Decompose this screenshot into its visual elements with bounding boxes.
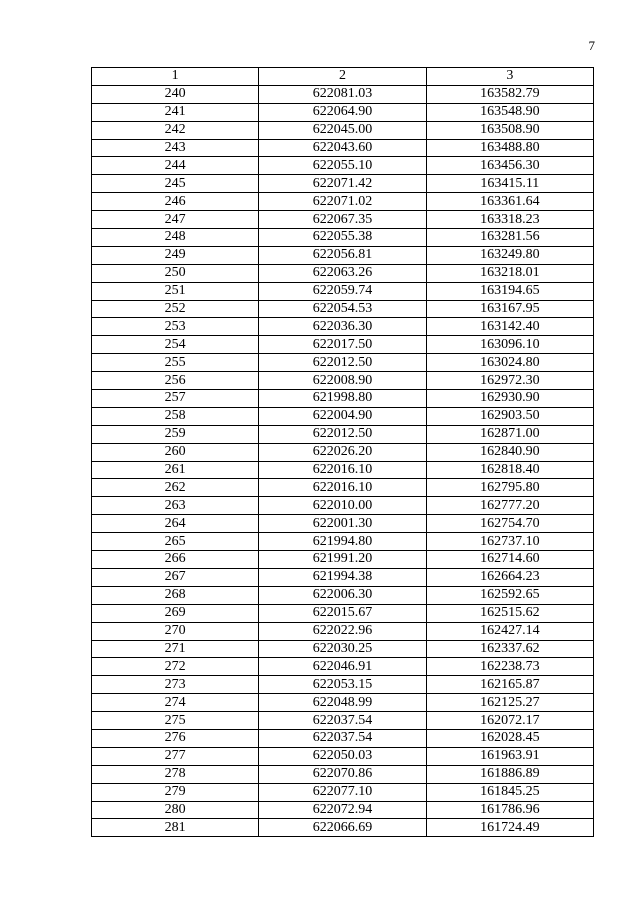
point-number-cell: 255 bbox=[92, 354, 259, 372]
table-row bbox=[92, 568, 594, 586]
x-coordinate-cell: 622055.38 bbox=[259, 229, 426, 247]
table-row bbox=[92, 729, 594, 747]
point-number-cell: 251 bbox=[92, 282, 259, 300]
table-row bbox=[92, 622, 594, 640]
header-cell-col2: 2 bbox=[259, 68, 426, 86]
y-coordinate-cell: 163142.40 bbox=[426, 318, 593, 336]
x-coordinate-cell: 622054.53 bbox=[259, 300, 426, 318]
y-coordinate-cell: 162664.23 bbox=[426, 568, 593, 586]
y-coordinate-cell: 162337.62 bbox=[426, 640, 593, 658]
x-coordinate-cell: 622036.30 bbox=[259, 318, 426, 336]
point-number-cell: 276 bbox=[92, 729, 259, 747]
point-number-cell: 257 bbox=[92, 390, 259, 408]
table-row bbox=[92, 246, 594, 264]
point-number-cell: 274 bbox=[92, 694, 259, 712]
x-coordinate-cell: 622070.86 bbox=[259, 765, 426, 783]
x-coordinate-cell: 622063.26 bbox=[259, 264, 426, 282]
x-coordinate-cell: 622016.10 bbox=[259, 461, 426, 479]
header-cell-col1: 1 bbox=[92, 68, 259, 86]
table-row bbox=[92, 175, 594, 193]
y-coordinate-cell: 161786.96 bbox=[426, 801, 593, 819]
table-row bbox=[92, 551, 594, 569]
y-coordinate-cell: 163281.56 bbox=[426, 229, 593, 247]
y-coordinate-cell: 162754.70 bbox=[426, 515, 593, 533]
point-number-cell: 269 bbox=[92, 604, 259, 622]
point-number-cell: 252 bbox=[92, 300, 259, 318]
table-row bbox=[92, 425, 594, 443]
point-number-cell: 261 bbox=[92, 461, 259, 479]
table-row bbox=[92, 336, 594, 354]
y-coordinate-cell: 161845.25 bbox=[426, 783, 593, 801]
x-coordinate-cell: 621994.80 bbox=[259, 533, 426, 551]
point-number-cell: 265 bbox=[92, 533, 259, 551]
x-coordinate-cell: 622045.00 bbox=[259, 121, 426, 139]
point-number-cell: 266 bbox=[92, 551, 259, 569]
header-row bbox=[92, 68, 594, 86]
point-number-cell: 260 bbox=[92, 443, 259, 461]
table-row bbox=[92, 640, 594, 658]
x-coordinate-cell: 622017.50 bbox=[259, 336, 426, 354]
table-row bbox=[92, 533, 594, 551]
y-coordinate-cell: 163488.80 bbox=[426, 139, 593, 157]
table-row bbox=[92, 300, 594, 318]
table-row bbox=[92, 372, 594, 390]
table-row bbox=[92, 407, 594, 425]
x-coordinate-cell: 622050.03 bbox=[259, 747, 426, 765]
point-number-cell: 262 bbox=[92, 479, 259, 497]
point-number-cell: 254 bbox=[92, 336, 259, 354]
y-coordinate-cell: 162165.87 bbox=[426, 676, 593, 694]
table-row bbox=[92, 193, 594, 211]
table-row bbox=[92, 694, 594, 712]
table-row bbox=[92, 139, 594, 157]
point-number-cell: 263 bbox=[92, 497, 259, 515]
x-coordinate-cell: 622015.67 bbox=[259, 604, 426, 622]
y-coordinate-cell: 163096.10 bbox=[426, 336, 593, 354]
point-number-cell: 246 bbox=[92, 193, 259, 211]
table-row bbox=[92, 676, 594, 694]
x-coordinate-cell: 622001.30 bbox=[259, 515, 426, 533]
y-coordinate-cell: 161886.89 bbox=[426, 765, 593, 783]
x-coordinate-cell: 622077.10 bbox=[259, 783, 426, 801]
point-number-cell: 259 bbox=[92, 425, 259, 443]
table-row bbox=[92, 103, 594, 121]
point-number-cell: 244 bbox=[92, 157, 259, 175]
table-row bbox=[92, 461, 594, 479]
x-coordinate-cell: 622072.94 bbox=[259, 801, 426, 819]
x-coordinate-cell: 622081.03 bbox=[259, 85, 426, 103]
table-row bbox=[92, 783, 594, 801]
x-coordinate-cell: 622004.90 bbox=[259, 407, 426, 425]
y-coordinate-cell: 163582.79 bbox=[426, 85, 593, 103]
x-coordinate-cell: 622016.10 bbox=[259, 479, 426, 497]
y-coordinate-cell: 163415.11 bbox=[426, 175, 593, 193]
y-coordinate-cell: 162592.65 bbox=[426, 586, 593, 604]
x-coordinate-cell: 622012.50 bbox=[259, 425, 426, 443]
table-row bbox=[92, 318, 594, 336]
table-row bbox=[92, 712, 594, 730]
point-number-cell: 278 bbox=[92, 765, 259, 783]
y-coordinate-cell: 163167.95 bbox=[426, 300, 593, 318]
x-coordinate-cell: 622071.02 bbox=[259, 193, 426, 211]
y-coordinate-cell: 163318.23 bbox=[426, 211, 593, 229]
point-number-cell: 247 bbox=[92, 211, 259, 229]
table-row bbox=[92, 819, 594, 837]
table-header bbox=[92, 68, 594, 86]
x-coordinate-cell: 622030.25 bbox=[259, 640, 426, 658]
table-row bbox=[92, 765, 594, 783]
x-coordinate-cell: 622071.42 bbox=[259, 175, 426, 193]
point-number-cell: 250 bbox=[92, 264, 259, 282]
y-coordinate-cell: 162871.00 bbox=[426, 425, 593, 443]
point-number-cell: 242 bbox=[92, 121, 259, 139]
point-number-cell: 281 bbox=[92, 819, 259, 837]
x-coordinate-cell: 622010.00 bbox=[259, 497, 426, 515]
x-coordinate-cell: 622037.54 bbox=[259, 712, 426, 730]
y-coordinate-cell: 162930.90 bbox=[426, 390, 593, 408]
x-coordinate-cell: 622064.90 bbox=[259, 103, 426, 121]
y-coordinate-cell: 162515.62 bbox=[426, 604, 593, 622]
y-coordinate-cell: 163218.01 bbox=[426, 264, 593, 282]
y-coordinate-cell: 163508.90 bbox=[426, 121, 593, 139]
point-number-cell: 256 bbox=[92, 372, 259, 390]
y-coordinate-cell: 162972.30 bbox=[426, 372, 593, 390]
y-coordinate-cell: 162238.73 bbox=[426, 658, 593, 676]
point-number-cell: 268 bbox=[92, 586, 259, 604]
x-coordinate-cell: 622066.69 bbox=[259, 819, 426, 837]
table-row bbox=[92, 354, 594, 372]
point-number-cell: 275 bbox=[92, 712, 259, 730]
point-number-cell: 249 bbox=[92, 246, 259, 264]
x-coordinate-cell: 622055.10 bbox=[259, 157, 426, 175]
table-row bbox=[92, 157, 594, 175]
y-coordinate-cell: 162777.20 bbox=[426, 497, 593, 515]
point-number-cell: 273 bbox=[92, 676, 259, 694]
y-coordinate-cell: 162072.17 bbox=[426, 712, 593, 730]
point-number-cell: 241 bbox=[92, 103, 259, 121]
table-row bbox=[92, 211, 594, 229]
header-cell-col3: 3 bbox=[426, 68, 593, 86]
y-coordinate-cell: 162028.45 bbox=[426, 729, 593, 747]
point-number-cell: 243 bbox=[92, 139, 259, 157]
y-coordinate-cell: 162903.50 bbox=[426, 407, 593, 425]
y-coordinate-cell: 162714.60 bbox=[426, 551, 593, 569]
x-coordinate-cell: 621991.20 bbox=[259, 551, 426, 569]
point-number-cell: 279 bbox=[92, 783, 259, 801]
y-coordinate-cell: 163194.65 bbox=[426, 282, 593, 300]
table-row bbox=[92, 515, 594, 533]
table-row bbox=[92, 658, 594, 676]
x-coordinate-cell: 622056.81 bbox=[259, 246, 426, 264]
point-number-cell: 245 bbox=[92, 175, 259, 193]
x-coordinate-cell: 621998.80 bbox=[259, 390, 426, 408]
y-coordinate-cell: 162125.27 bbox=[426, 694, 593, 712]
point-number-cell: 272 bbox=[92, 658, 259, 676]
table-row bbox=[92, 229, 594, 247]
point-number-cell: 253 bbox=[92, 318, 259, 336]
table-row bbox=[92, 85, 594, 103]
page-number: 7 bbox=[588, 38, 595, 53]
x-coordinate-cell: 622059.74 bbox=[259, 282, 426, 300]
y-coordinate-cell: 163249.80 bbox=[426, 246, 593, 264]
y-coordinate-cell: 163361.64 bbox=[426, 193, 593, 211]
y-coordinate-cell: 162818.40 bbox=[426, 461, 593, 479]
table-row bbox=[92, 604, 594, 622]
x-coordinate-cell: 621994.38 bbox=[259, 568, 426, 586]
x-coordinate-cell: 622022.96 bbox=[259, 622, 426, 640]
point-number-cell: 264 bbox=[92, 515, 259, 533]
y-coordinate-cell: 163456.30 bbox=[426, 157, 593, 175]
table-body bbox=[92, 85, 594, 836]
table-row bbox=[92, 121, 594, 139]
point-number-cell: 240 bbox=[92, 85, 259, 103]
point-number-cell: 270 bbox=[92, 622, 259, 640]
point-number-cell: 271 bbox=[92, 640, 259, 658]
y-coordinate-cell: 162737.10 bbox=[426, 533, 593, 551]
y-coordinate-cell: 162840.90 bbox=[426, 443, 593, 461]
coordinates-table bbox=[91, 67, 594, 837]
point-number-cell: 277 bbox=[92, 747, 259, 765]
x-coordinate-cell: 622008.90 bbox=[259, 372, 426, 390]
table-row bbox=[92, 801, 594, 819]
y-coordinate-cell: 161724.49 bbox=[426, 819, 593, 837]
table-row bbox=[92, 264, 594, 282]
x-coordinate-cell: 622043.60 bbox=[259, 139, 426, 157]
x-coordinate-cell: 622046.91 bbox=[259, 658, 426, 676]
table-row bbox=[92, 479, 594, 497]
x-coordinate-cell: 622037.54 bbox=[259, 729, 426, 747]
table-row bbox=[92, 390, 594, 408]
x-coordinate-cell: 622012.50 bbox=[259, 354, 426, 372]
x-coordinate-cell: 622026.20 bbox=[259, 443, 426, 461]
table-row bbox=[92, 586, 594, 604]
x-coordinate-cell: 622048.99 bbox=[259, 694, 426, 712]
y-coordinate-cell: 163024.80 bbox=[426, 354, 593, 372]
x-coordinate-cell: 622067.35 bbox=[259, 211, 426, 229]
y-coordinate-cell: 162795.80 bbox=[426, 479, 593, 497]
y-coordinate-cell: 163548.90 bbox=[426, 103, 593, 121]
y-coordinate-cell: 161963.91 bbox=[426, 747, 593, 765]
point-number-cell: 258 bbox=[92, 407, 259, 425]
point-number-cell: 280 bbox=[92, 801, 259, 819]
x-coordinate-cell: 622053.15 bbox=[259, 676, 426, 694]
point-number-cell: 248 bbox=[92, 229, 259, 247]
point-number-cell: 267 bbox=[92, 568, 259, 586]
table-row bbox=[92, 282, 594, 300]
table-row bbox=[92, 747, 594, 765]
table-row bbox=[92, 443, 594, 461]
y-coordinate-cell: 162427.14 bbox=[426, 622, 593, 640]
x-coordinate-cell: 622006.30 bbox=[259, 586, 426, 604]
table-row bbox=[92, 497, 594, 515]
